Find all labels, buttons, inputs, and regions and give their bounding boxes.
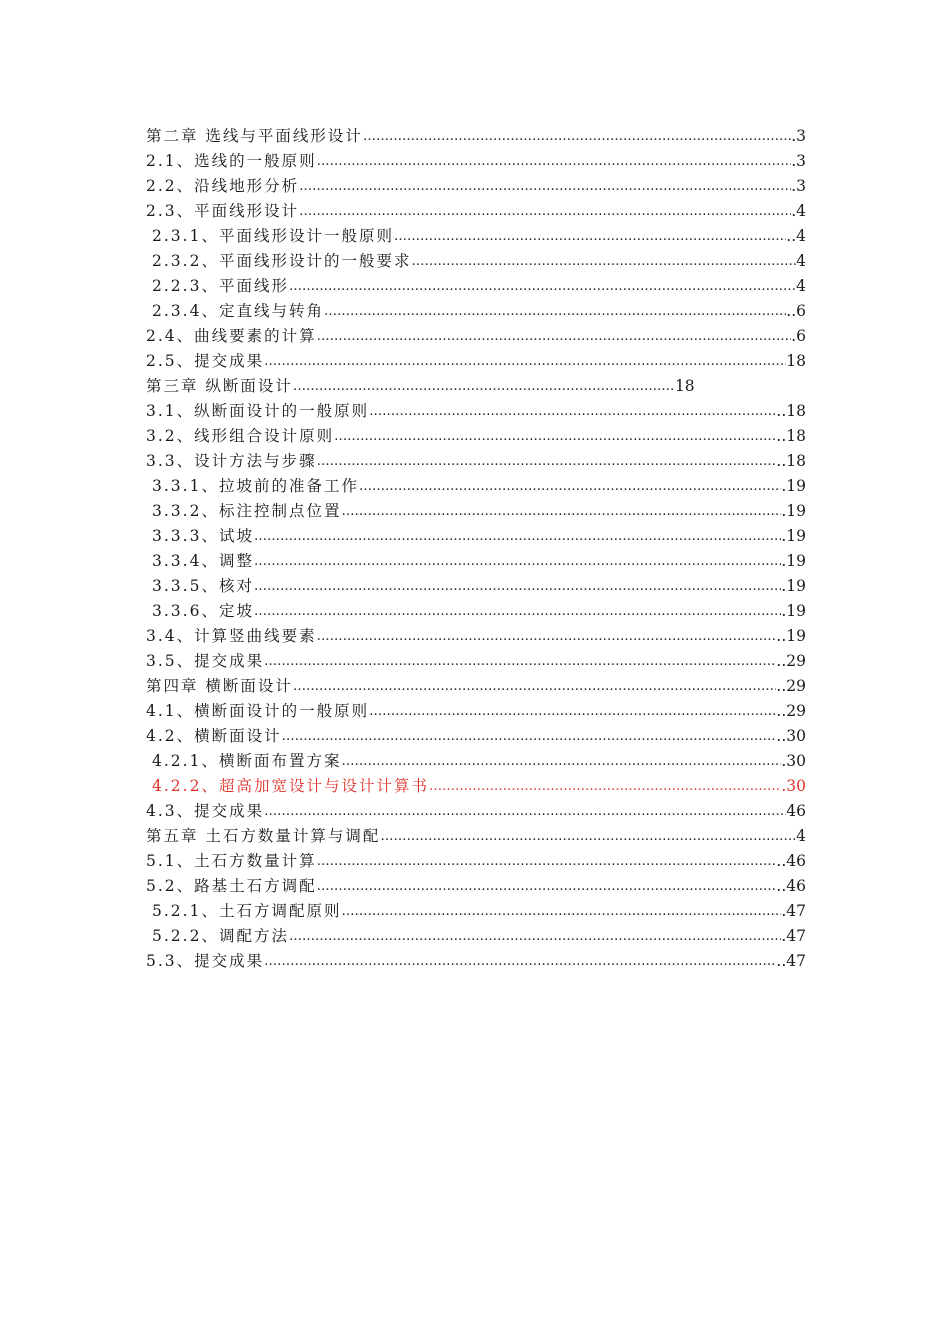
toc-entry[interactable] xyxy=(146,624,806,649)
toc-entry-page-number: ..46 xyxy=(776,877,806,895)
toc-entry[interactable] xyxy=(146,774,806,799)
toc-entry[interactable] xyxy=(146,424,806,449)
toc-dot-leader xyxy=(317,624,777,649)
toc-dot-leader xyxy=(359,474,781,499)
toc-entry-page-number: ..47 xyxy=(776,952,806,970)
toc-entry[interactable] xyxy=(146,599,806,624)
toc-entry[interactable] xyxy=(146,549,806,574)
toc-dot-leader xyxy=(317,449,777,474)
toc-entry-page-number: ..29 xyxy=(776,702,806,720)
toc-entry-page-number: 4 xyxy=(796,252,806,270)
toc-dot-leader xyxy=(394,224,786,249)
toc-dot-leader xyxy=(369,699,776,724)
toc-entry-page-number: 46 xyxy=(786,802,806,820)
toc-dot-leader xyxy=(254,524,781,549)
table-of-contents xyxy=(146,124,806,974)
toc-entry[interactable] xyxy=(146,274,806,299)
toc-entry-page-number: 18 xyxy=(674,377,695,395)
toc-dot-leader xyxy=(254,599,781,624)
toc-entry[interactable] xyxy=(146,724,806,749)
toc-entry-page-number: .19 xyxy=(781,552,806,570)
toc-entry-title: 第三章 纵断面设计 xyxy=(146,377,293,395)
toc-entry[interactable] xyxy=(146,199,806,224)
toc-entry[interactable] xyxy=(146,124,806,149)
toc-dot-leader xyxy=(299,199,791,224)
toc-entry-title: 4.1、横断面设计的一般原则 xyxy=(146,702,370,720)
toc-entry-title: 2.4、曲线要素的计算 xyxy=(146,327,317,345)
toc-entry-title: 2.3.2、平面线形设计的一般要求 xyxy=(152,252,412,270)
toc-entry-page-number: ..18 xyxy=(776,402,806,420)
toc-entry-title: 5.2.2、调配方法 xyxy=(152,927,289,945)
toc-entry[interactable] xyxy=(146,474,806,499)
toc-entry[interactable] xyxy=(146,949,806,974)
toc-dot-leader xyxy=(341,749,781,774)
toc-dot-leader xyxy=(334,424,776,449)
toc-entry-title: 3.3.2、标注控制点位置 xyxy=(152,502,342,520)
toc-entry-title: 3.3.4、调整 xyxy=(152,552,254,570)
toc-entry-page-number: .19 xyxy=(781,502,806,520)
toc-entry-title: 5.2、路基土石方调配 xyxy=(146,877,317,895)
toc-entry-title: 3.3.5、核对 xyxy=(152,577,254,595)
toc-entry[interactable] xyxy=(146,799,806,824)
toc-entry-page-number: ..18 xyxy=(776,452,806,470)
toc-dot-leader xyxy=(317,849,777,874)
toc-entry-title: 5.3、提交成果 xyxy=(146,952,265,970)
toc-dot-leader xyxy=(264,349,786,374)
toc-dot-leader xyxy=(282,724,777,749)
toc-dot-leader xyxy=(293,674,776,699)
toc-dot-leader xyxy=(289,924,781,949)
toc-entry-title: 3.3、设计方法与步骤 xyxy=(146,452,317,470)
toc-entry-page-number: .6 xyxy=(791,327,806,345)
toc-entry-page-number: ..19 xyxy=(776,627,806,645)
toc-entry[interactable] xyxy=(146,149,806,174)
toc-entry[interactable] xyxy=(146,899,806,924)
toc-entry-title: 2.5、提交成果 xyxy=(146,352,265,370)
toc-entry-title: 2.2、沿线地形分析 xyxy=(146,177,300,195)
toc-dot-leader xyxy=(363,124,791,149)
toc-entry[interactable] xyxy=(146,649,806,674)
toc-entry-page-number: ..29 xyxy=(776,652,806,670)
toc-entry-title: 5.2.1、土石方调配原则 xyxy=(152,902,342,920)
toc-entry[interactable] xyxy=(146,699,806,724)
toc-entry-page-number: ..6 xyxy=(786,302,806,320)
toc-dot-leader xyxy=(411,249,796,274)
toc-entry-page-number: .47 xyxy=(781,927,806,945)
toc-entry-page-number: .19 xyxy=(781,577,806,595)
toc-entry-title: 3.3.6、定坡 xyxy=(152,602,254,620)
toc-entry-title: 4.2.2、超高加宽设计与设计计算书 xyxy=(152,777,429,795)
toc-entry-title: 2.2.3、平面线形 xyxy=(152,277,289,295)
toc-entry-page-number: ..4 xyxy=(786,227,806,245)
toc-entry-page-number: .3 xyxy=(791,152,806,170)
toc-entry-page-number: .4 xyxy=(791,202,806,220)
toc-entry[interactable] xyxy=(146,449,806,474)
toc-dot-leader xyxy=(317,324,792,349)
toc-entry-page-number: 4 xyxy=(796,827,806,845)
toc-entry[interactable] xyxy=(146,224,806,249)
toc-entry-title: 3.1、纵断面设计的一般原则 xyxy=(146,402,370,420)
toc-entry-title: 3.4、计算竖曲线要素 xyxy=(146,627,317,645)
toc-dot-leader xyxy=(324,299,786,324)
toc-entry-title: 第五章 土石方数量计算与调配 xyxy=(146,827,381,845)
toc-dot-leader xyxy=(341,499,781,524)
toc-entry-title: 2.3.4、定直线与转角 xyxy=(152,302,324,320)
toc-entry[interactable] xyxy=(146,924,806,949)
toc-dot-leader xyxy=(429,774,781,799)
toc-entry-title: 2.3、平面线形设计 xyxy=(146,202,300,220)
toc-dot-leader xyxy=(254,549,781,574)
toc-entry-title: 3.3.3、试坡 xyxy=(152,527,254,545)
toc-entry-page-number: .19 xyxy=(781,477,806,495)
toc-entry-page-number: 4 xyxy=(796,277,806,295)
toc-dot-leader xyxy=(341,899,781,924)
toc-entry[interactable] xyxy=(146,349,806,374)
toc-entry-page-number: .30 xyxy=(781,777,806,795)
toc-entry-title: 4.2、横断面设计 xyxy=(146,727,282,745)
toc-entry-title: 3.2、线形组合设计原则 xyxy=(146,427,335,445)
toc-dot-leader xyxy=(317,149,792,174)
toc-entry[interactable] xyxy=(146,824,806,849)
toc-entry[interactable] xyxy=(146,574,806,599)
toc-entry-title: 第二章 选线与平面线形设计 xyxy=(146,127,363,145)
toc-entry[interactable] xyxy=(146,249,806,274)
toc-entry-title: 2.1、选线的一般原则 xyxy=(146,152,317,170)
toc-entry[interactable] xyxy=(146,674,806,699)
toc-entry-title: 第四章 横断面设计 xyxy=(146,677,293,695)
toc-dot-leader xyxy=(380,824,796,849)
toc-entry-page-number: ..18 xyxy=(776,427,806,445)
toc-entry-title: 2.3.1、平面线形设计一般原则 xyxy=(152,227,394,245)
toc-entry[interactable] xyxy=(146,849,806,874)
toc-entry-title: 5.1、土石方数量计算 xyxy=(146,852,317,870)
toc-dot-leader xyxy=(264,649,776,674)
toc-entry-page-number: ..46 xyxy=(776,852,806,870)
toc-entry[interactable] xyxy=(146,524,806,549)
toc-dot-leader xyxy=(369,399,776,424)
toc-dot-leader xyxy=(289,274,796,299)
toc-entry-page-number: .3 xyxy=(791,177,806,195)
toc-entry-page-number: .19 xyxy=(781,527,806,545)
toc-dot-leader xyxy=(254,574,781,599)
toc-dot-leader xyxy=(317,874,777,899)
toc-entry-page-number: .30 xyxy=(781,752,806,770)
toc-entry[interactable] xyxy=(146,174,806,199)
toc-entry-page-number: ..30 xyxy=(776,727,806,745)
toc-entry[interactable] xyxy=(146,299,806,324)
toc-entry-title: 3.5、提交成果 xyxy=(146,652,265,670)
toc-entry-page-number: 18 xyxy=(786,352,806,370)
toc-dot-leader xyxy=(293,374,675,399)
toc-entry[interactable] xyxy=(146,499,806,524)
toc-entry-title: 3.3.1、拉坡前的准备工作 xyxy=(152,477,359,495)
toc-entry-title: 4.3、提交成果 xyxy=(146,802,265,820)
toc-entry[interactable] xyxy=(146,399,806,424)
toc-entry[interactable] xyxy=(146,749,806,774)
toc-entry-page-number: .3 xyxy=(791,127,806,145)
toc-entry[interactable] xyxy=(146,874,806,899)
toc-entry-page-number: .47 xyxy=(781,902,806,920)
toc-dot-leader xyxy=(264,799,786,824)
toc-dot-leader xyxy=(299,174,791,199)
toc-entry-page-number: ..29 xyxy=(776,677,806,695)
toc-dot-leader xyxy=(264,949,776,974)
toc-entry-page-number: .19 xyxy=(781,602,806,620)
toc-entry[interactable] xyxy=(146,324,806,349)
toc-entry-title: 4.2.1、横断面布置方案 xyxy=(152,752,342,770)
toc-entry[interactable] xyxy=(146,374,806,399)
